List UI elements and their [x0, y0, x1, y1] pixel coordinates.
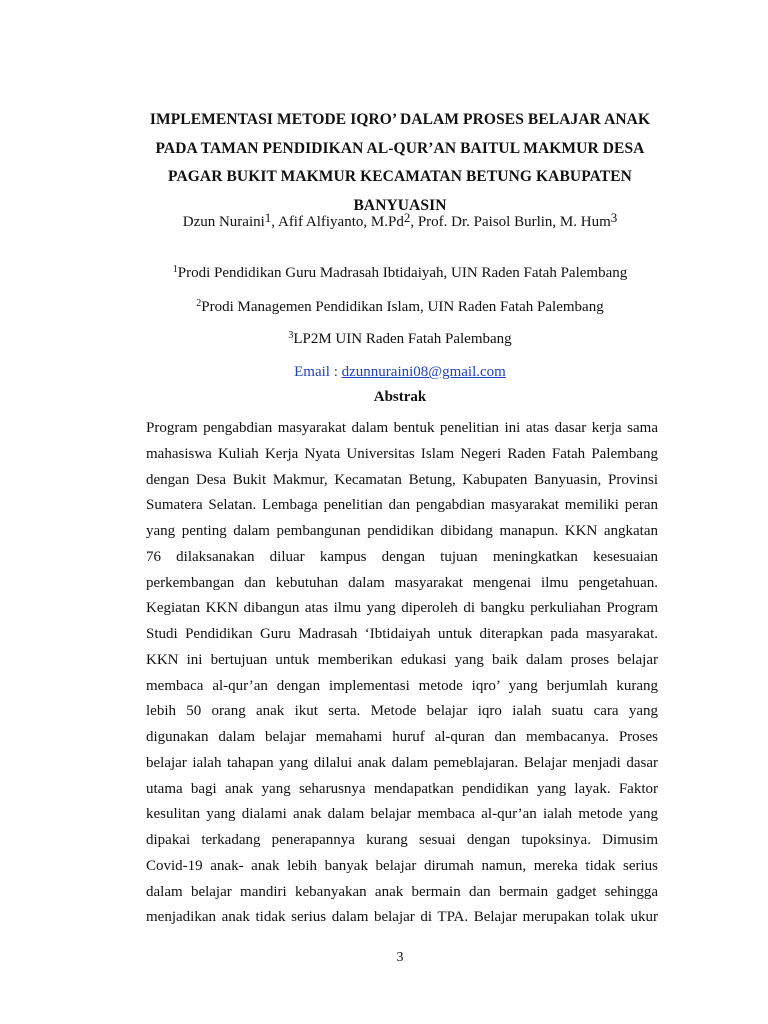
affiliation-mark: 3: [288, 330, 294, 341]
title-line-1: IMPLEMENTASI METODE IQRO’ DALAM PROSES BELAJAR ANAK: [149, 111, 651, 128]
email-label: Email :: [294, 364, 342, 380]
abstract-line: 76 dilaksanakan diluar kampus dengan tujuan meningkatkan kesesuaian: [146, 548, 658, 565]
affiliation-mark: 2: [196, 298, 202, 309]
author-mark: 1: [264, 210, 272, 225]
abstract-line: mahasiswa Kuliah Kerja Nyata Universitas Islam Negeri Raden Fatah Palembang: [146, 445, 658, 462]
email-line: [120, 362, 680, 382]
author-name: Dzun Nuraini: [182, 214, 265, 230]
abstract-line: Kegiatan KKN dibangun atas ilmu yang diperoleh di bangku perkuliahan Program: [146, 600, 658, 617]
affiliation-mark: 1: [172, 264, 178, 275]
author-name: Prof. Dr. Paisol Burlin, M. Hum: [417, 214, 611, 230]
abstract-line: dipakai terkadang penerapannya kurang sesuai dengan tupoksinya. Dimusim: [146, 832, 658, 848]
abstract-line: Covid-19 anak- anak lebih banyak belajar dirumah namun, mereka tidak serius: [146, 857, 658, 874]
abstract-line: lebih 50 orang anak ikut serta. Metode belajar iqro ialah suatu cara yang: [146, 703, 658, 720]
affiliation-1: [120, 263, 680, 283]
paper-title: [140, 106, 660, 220]
abstract-line: menjadikan anak tidak serius dalam belajar di TPA. Belajar merupakan tolak ukur: [146, 909, 658, 926]
author-mark: 3: [610, 210, 618, 225]
abstract-heading: Abstrak: [373, 389, 427, 405]
abstract-line: membaca al-qur’an dengan implementasi metode iqro’ yang berjumlah kurang: [146, 677, 658, 694]
author-separator: ,: [410, 214, 418, 230]
abstract-line: utama bagi anak yang seharusnya mendapatkan pendidikan yang layak. Faktor: [146, 780, 658, 797]
abstract-line: KKN ini bertujuan untuk memberikan edukasi yang baik dalam proses belajar: [146, 651, 658, 668]
abstract-line: Sumatera Selatan. Lembaga penelitian dan pengabdian masyarakat memiliki peran: [146, 497, 658, 514]
abstract-line: belajar ialah tahapan yang dilalui anak dalam pemeblajaran. Belajar menjadi dasar: [146, 754, 658, 771]
abstract-line: Studi Pendidikan Guru Madrasah ‘Ibtidaiyah untuk diterapkan pada masyarakat.: [146, 626, 658, 642]
author-mark: 2: [403, 210, 411, 225]
author-separator: ,: [271, 214, 278, 230]
abstract-line: Program pengabdian masyarakat dalam bentuk penelitian ini atas dasar kerja sama: [146, 420, 658, 436]
email-link[interactable]: dzunnuraini08@gmail.com: [341, 364, 506, 380]
title-line-3: PAGAR BUKIT MAKMUR KECAMATAN BETUNG KABUPATEN: [168, 168, 632, 185]
title-line-4: BANYUASIN: [353, 196, 447, 214]
title-line-2: PADA TAMAN PENDIDIKAN AL-QUR’AN BAITUL MAKMUR DESA: [155, 139, 645, 157]
affiliation-text: LP2M UIN Raden Fatah Palembang: [293, 331, 512, 347]
author-name: Afif Alfiyanto, M.Pd: [277, 214, 404, 230]
affiliation-3: [120, 329, 680, 349]
affiliation-text: Prodi Managemen Pendidikan Islam, UIN Raden Fatah Palembang: [201, 299, 604, 315]
abstract-line: perkembangan dan kebutuhan dalam masyarakat mengenai ilmu pengetahuan.: [146, 574, 658, 591]
abstract-line: kesulitan yang dialami anak dalam belajar membaca al-qur’an ialah metode yang: [146, 806, 658, 823]
abstract-line: dengan Desa Bukit Makmur, Kecamatan Betung, Kabupaten Banyuasin, Provinsi: [146, 471, 658, 488]
abstract-line: digunakan dalam belajar memahami huruf al-quran dan membacanya. Proses: [146, 729, 658, 745]
abstract-line: yang penting dalam pembangunan pendidikan dibidang manapun. KKN angkatan: [146, 523, 658, 539]
author-list: [120, 211, 680, 233]
abstract-body: [146, 416, 658, 931]
affiliation-2: [120, 297, 680, 317]
affiliation-text: Prodi Pendidikan Guru Madrasah Ibtidaiyah, UIN Raden Fatah Palembang: [177, 265, 628, 281]
page-number: 3: [396, 950, 404, 965]
abstract-line: dalam belajar mandiri kebanyakan anak bermain dan bermain gadget sehingga: [146, 883, 658, 900]
